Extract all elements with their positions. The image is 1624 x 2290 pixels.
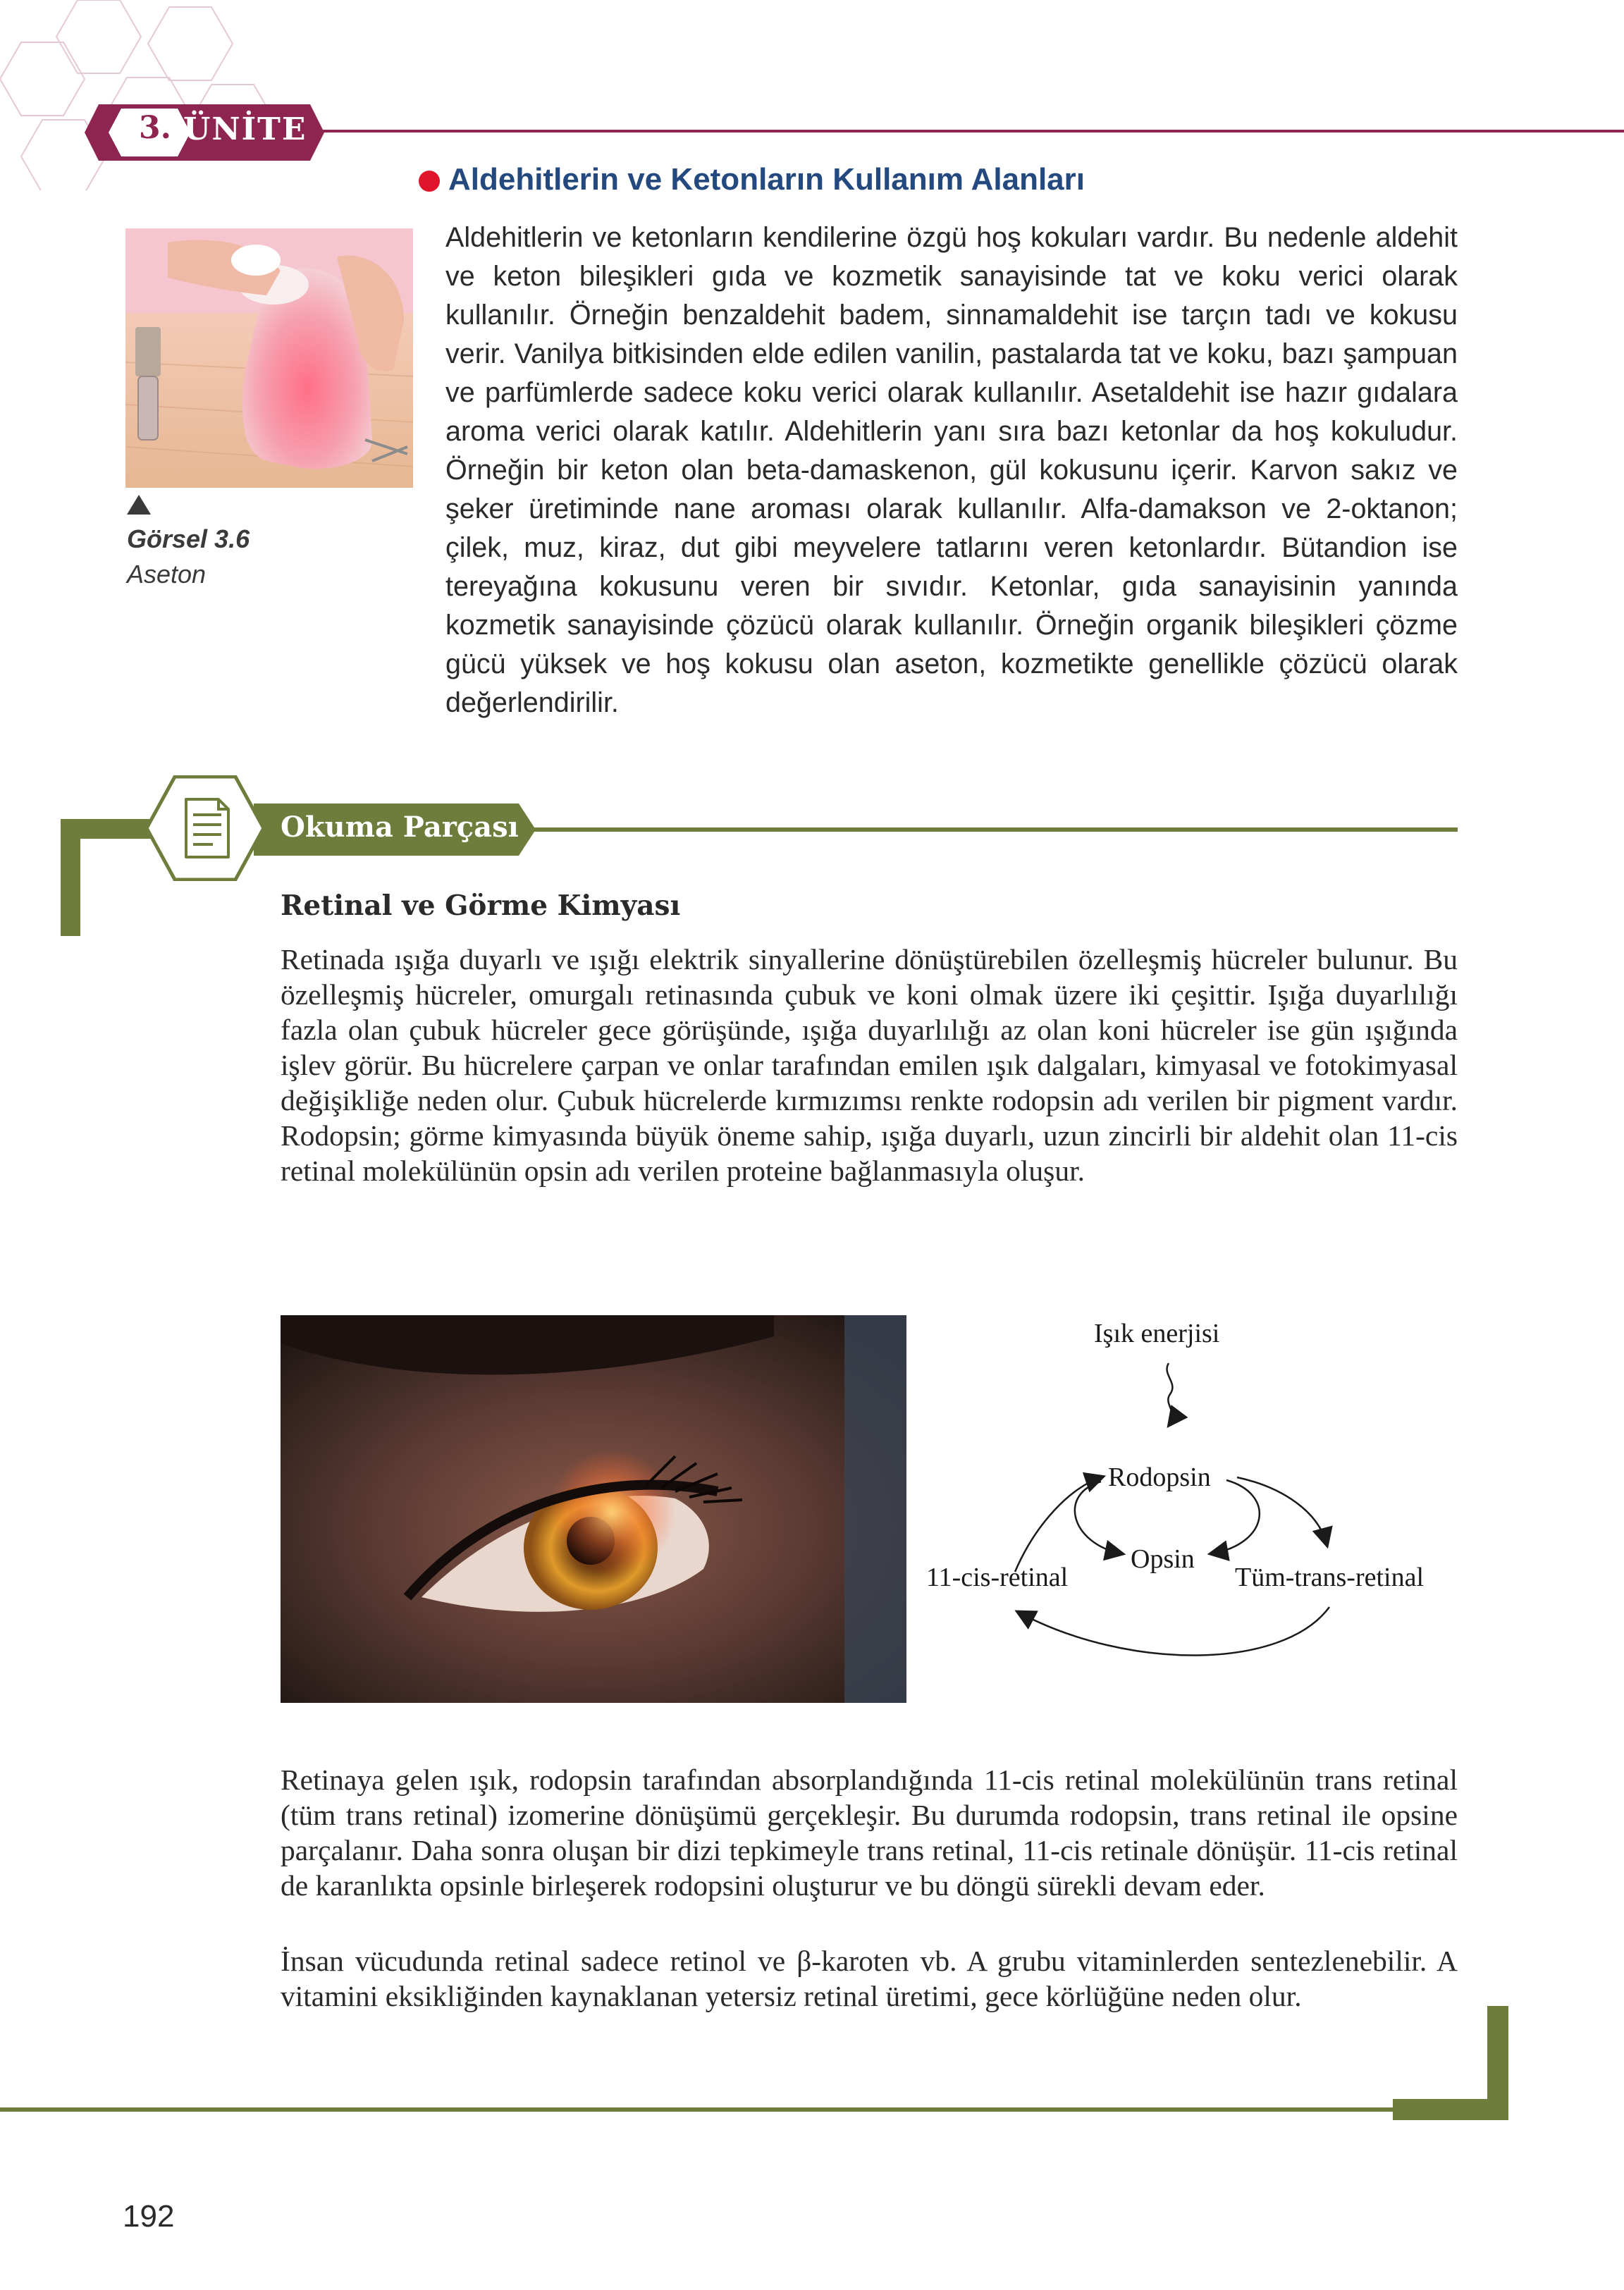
reading-tab-label: Okuma Parçası [281, 811, 519, 844]
unit-number: 3. [139, 110, 171, 146]
section-title: Aldehitlerin ve Ketonların Kullanım Alanları [448, 162, 1085, 197]
reading-paragraph-1: Retinada ışığa duyarlı ve ışığı elektrik sinyallerine dönüştürebilen özelleşmiş hücreler bulunur. Bu özelleşmiş hücreler, omurgalı retinasında çubuk ve koni olmak üzere iki çeşittir. Işığa duyarlılığı fazla olan çubuk hücreler gece görüşünde, ışığa duyarlılığı az olan koni hücreler ise gün ışığında işlev görür. Bu hücrelere çarpan ve onlar tarafından emilen ışık dalgaları, kimyasal ve fotokimyasal değişikliğe neden olur. Çubuk hücrelerde kırmızımsı renkte rodopsin adı verilen bir pigment vardır. Rodopsin; görme kimyasında büyük öneme sahip, ışığa duyarlı, uzun zincirli bir aldehit olan 11-cis retinal molekülünün opsin adı verilen proteine bağlanmasıyla oluşur. [281, 943, 1458, 1187]
diagram-label-cis-retinal: 11-cis-retinal [926, 1563, 1069, 1592]
diagram-label-opsin: Opsin [1131, 1544, 1195, 1574]
eye-photo [281, 1315, 906, 1703]
section-bullet [419, 171, 440, 192]
frame-corner-top-vertical [61, 819, 80, 936]
figure-caption-text: Aseton [127, 560, 207, 589]
diagram-label-energy: Işık enerjisi [1094, 1319, 1220, 1348]
frame-corner-bottom [1393, 2099, 1508, 2120]
diagram-label-trans-retinal: Tüm-trans-retinal [1235, 1563, 1425, 1592]
reading-footer-line [0, 2107, 1410, 2112]
reading-header-line [493, 827, 1458, 832]
unit-header-line [296, 130, 1624, 133]
diagram-arrows [916, 1318, 1480, 1685]
document-icon [145, 775, 265, 881]
reading-paragraph-3: İnsan vücudunda retinal sadece retinol ve β-karoten vb. A grubu vitaminlerden sentezlenebilir. A vitamini eksikliğinden kaynaklanan yetersiz retinal üretimi, gece körlüğüne neden olur. [281, 1945, 1458, 2012]
reading-paragraph-2: Retinaya gelen ışık, rodopsin tarafından absorplandığında 11-cis retinal molekülünün trans retinal (tüm trans retinal) izomerine dönüşümü gerçekleşir. Bu durumda rodopsin, trans retinal ile opsine parçalanır. Daha sonra oluşan bir dizi tepkimeyle trans retinal, 11-cis retinale dönüşür. 11-cis retinal de karanlıkta opsinle birleşerek rodopsini oluşturur ve bu döngü sürekli devam eder. [281, 1763, 1458, 1902]
rhodopsin-cycle-diagram [916, 1318, 1480, 1685]
caption-triangle-icon [127, 495, 151, 515]
unit-badge [85, 104, 324, 161]
diagram-label-rodopsin: Rodopsin [1108, 1463, 1211, 1492]
reading-title: Retinal ve Görme Kimyası [281, 889, 681, 922]
hexagon-decoration [0, 0, 296, 190]
section-paragraph: Aldehitlerin ve ketonların kendilerine özgü hoş kokuları vardır. Bu nedenle aldehit ve keton bileşikleri gıda ve kozmetik sanayisinde tat ve koku verici olarak kullanılır. Örneğin benzaldehit badem, sinnamaldehit ise tarçın tadı ve kokusu verir. Vanilya bitkisinden elde edilen vanilin, pastalarda tat ve koku, bazı şampuan ve parfümlerde sadece koku verici olarak kullanılır. Asetaldehit ise hazır gıdalara aroma verici olarak katılır. Aldehitlerin yanı sıra bazı ketonlar da hoş kokuludur. Örneğin bir keton olan beta-damaskenon, gül kokusunu içerir. Karvon sakız ve şeker üretiminde nane aroması olarak kullanılır. Alfa-damakson ve 2-oktanon; çilek, muz, kiraz, dut gibi meyvelere tatlarını veren ketonlardır. Bütandion ise tereyağına kokusunu veren bir sıvıdır. Ketonlar, gıda sanayisinin yanında kozmetik sanayisinde çözücü olarak kullanılır. Örneğin organik bileşikleri çözme gücü yüksek ve hoş kokusu olan aseton, kozmetikte genellikle çözücü olarak değerlendirilir. [445, 222, 1458, 718]
page-number: 192 [123, 2199, 175, 2234]
figure-caption-label: Görsel 3.6 [127, 524, 250, 553]
aceton-photo [125, 228, 413, 488]
unit-title: ÜNİTE [183, 111, 307, 147]
